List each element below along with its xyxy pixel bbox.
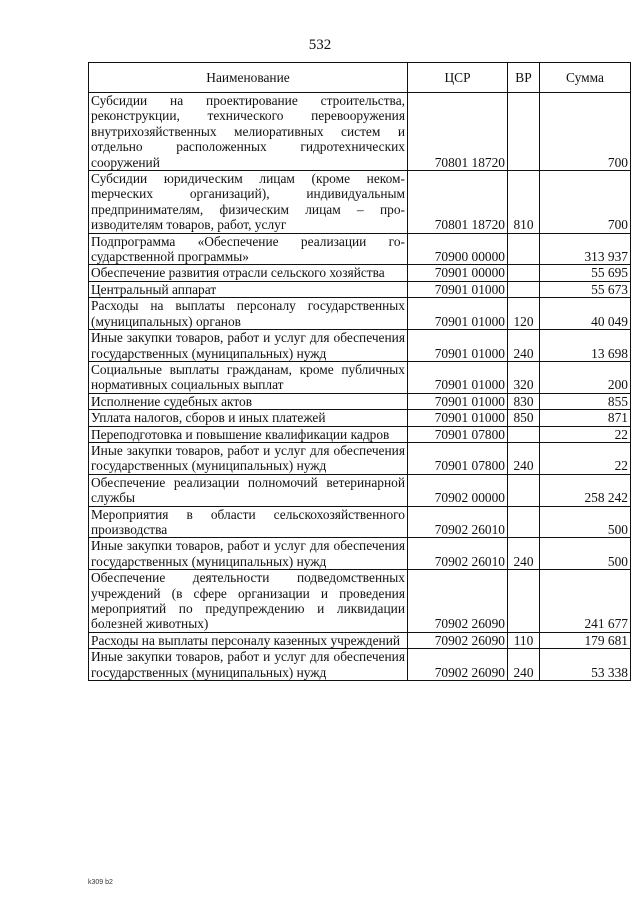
row-vr: 120 xyxy=(508,298,540,330)
row-sum: 871 xyxy=(540,410,631,426)
header-name: Наименование xyxy=(89,63,408,93)
row-name: Расходы на выплаты персоналу государственных (муниципальных) органов xyxy=(89,298,408,330)
header-sum: Сумма xyxy=(540,63,631,93)
row-vr xyxy=(508,265,540,281)
row-code: 70901 07800 xyxy=(408,426,508,442)
row-code: 70901 01000 xyxy=(408,298,508,330)
table-row xyxy=(89,171,631,234)
row-name: Переподготовка и повышение квалификации кадров xyxy=(89,426,408,442)
table-header-row xyxy=(89,63,631,93)
table-row xyxy=(89,361,631,393)
row-code: 70801 18720 xyxy=(408,171,508,234)
row-sum: 55 673 xyxy=(540,281,631,297)
row-sum: 700 xyxy=(540,93,631,171)
row-vr: 320 xyxy=(508,361,540,393)
row-code: 70901 01000 xyxy=(408,281,508,297)
row-code: 70902 26090 xyxy=(408,632,508,648)
budget-table xyxy=(88,62,631,681)
table-row xyxy=(89,442,631,474)
table-row xyxy=(89,410,631,426)
footer-code: k309 b2 xyxy=(88,879,113,886)
row-name: Субсидии юридическим лицам (кроме некомmерческих организаций), индивидуальным предпринимателям, физическим лицам – производителям товаров, работ, услуг xyxy=(89,171,408,234)
row-sum: 55 695 xyxy=(540,265,631,281)
row-sum: 313 937 xyxy=(540,233,631,265)
row-code: 70901 01000 xyxy=(408,330,508,362)
row-code: 70901 01000 xyxy=(408,410,508,426)
table-row xyxy=(89,506,631,538)
table-row xyxy=(89,281,631,297)
row-sum: 500 xyxy=(540,506,631,538)
table-row xyxy=(89,649,631,681)
row-vr: 240 xyxy=(508,649,540,681)
row-code: 70902 00000 xyxy=(408,474,508,506)
table-row xyxy=(89,393,631,409)
row-sum: 53 338 xyxy=(540,649,631,681)
row-vr: 810 xyxy=(508,171,540,234)
row-sum: 22 xyxy=(540,442,631,474)
row-name: Мероприятия в области сельскохозяйственного производства xyxy=(89,506,408,538)
row-sum: 500 xyxy=(540,538,631,570)
row-sum: 258 242 xyxy=(540,474,631,506)
row-vr: 240 xyxy=(508,330,540,362)
row-vr: 110 xyxy=(508,632,540,648)
row-vr xyxy=(508,426,540,442)
row-vr xyxy=(508,570,540,633)
row-code: 70901 01000 xyxy=(408,361,508,393)
row-name: Социальные выплаты гражданам, кроме публичных нормативных социальных выплат xyxy=(89,361,408,393)
row-name: Обеспечение реализации полномочий ветеринарной службы xyxy=(89,474,408,506)
page-number: 532 xyxy=(308,37,332,53)
row-name: Центральный аппарат xyxy=(89,281,408,297)
row-sum: 22 xyxy=(540,426,631,442)
row-code: 70902 26010 xyxy=(408,506,508,538)
row-name: Исполнение судебных актов xyxy=(89,393,408,409)
table-row xyxy=(89,632,631,648)
row-vr: 830 xyxy=(508,393,540,409)
row-name: Иные закупки товаров, работ и услуг для обеспечения государственных (муниципальных) нужд xyxy=(89,442,408,474)
row-name: Обеспечение развития отрасли сельского хозяйства xyxy=(89,265,408,281)
row-name: Обеспечение деятельности подведомственных учреждений (в сфере организации и проведения мероприятий по предупреждению и ликвидации болезней животных) xyxy=(89,570,408,633)
row-code: 70902 26010 xyxy=(408,538,508,570)
row-sum: 13 698 xyxy=(540,330,631,362)
row-vr: 240 xyxy=(508,538,540,570)
header-code: ЦСР xyxy=(408,63,508,93)
row-code: 70801 18720 xyxy=(408,93,508,171)
table-row xyxy=(89,93,631,171)
row-vr xyxy=(508,474,540,506)
row-sum: 40 049 xyxy=(540,298,631,330)
table-row xyxy=(89,298,631,330)
row-vr xyxy=(508,233,540,265)
table-row xyxy=(89,538,631,570)
table-row xyxy=(89,570,631,633)
row-vr: 850 xyxy=(508,410,540,426)
row-name: Иные закупки товаров, работ и услуг для обеспечения государственных (муниципальных) нужд xyxy=(89,538,408,570)
table-row xyxy=(89,330,631,362)
row-name: Иные закупки товаров, работ и услуг для обеспечения государственных (муниципальных) нужд xyxy=(89,649,408,681)
row-code: 70901 07800 xyxy=(408,442,508,474)
row-vr xyxy=(508,506,540,538)
table-row xyxy=(89,474,631,506)
table-row xyxy=(89,233,631,265)
row-vr xyxy=(508,93,540,171)
row-name: Подпрограмма «Обеспечение реализации государственной программы» xyxy=(89,233,408,265)
row-code: 70901 01000 xyxy=(408,393,508,409)
row-name: Расходы на выплаты персоналу казенных учреждений xyxy=(89,632,408,648)
row-sum: 855 xyxy=(540,393,631,409)
table-row xyxy=(89,265,631,281)
row-code: 70902 26090 xyxy=(408,649,508,681)
row-vr xyxy=(508,281,540,297)
row-name: Субсидии на проектирование строительства, реконструкции, технического перевооружения внутрихозяйственных мелиоративных систем и отдельно расположенных гидротехнических сооружений xyxy=(89,93,408,171)
row-code: 70900 00000 xyxy=(408,233,508,265)
row-code: 70901 00000 xyxy=(408,265,508,281)
row-sum: 200 xyxy=(540,361,631,393)
row-sum: 179 681 xyxy=(540,632,631,648)
row-sum: 241 677 xyxy=(540,570,631,633)
row-code: 70902 26090 xyxy=(408,570,508,633)
row-sum: 700 xyxy=(540,171,631,234)
table-row xyxy=(89,426,631,442)
header-vr: ВР xyxy=(508,63,540,93)
row-name: Иные закупки товаров, работ и услуг для обеспечения государственных (муниципальных) нужд xyxy=(89,330,408,362)
row-name: Уплата налогов, сборов и иных платежей xyxy=(89,410,408,426)
row-vr: 240 xyxy=(508,442,540,474)
